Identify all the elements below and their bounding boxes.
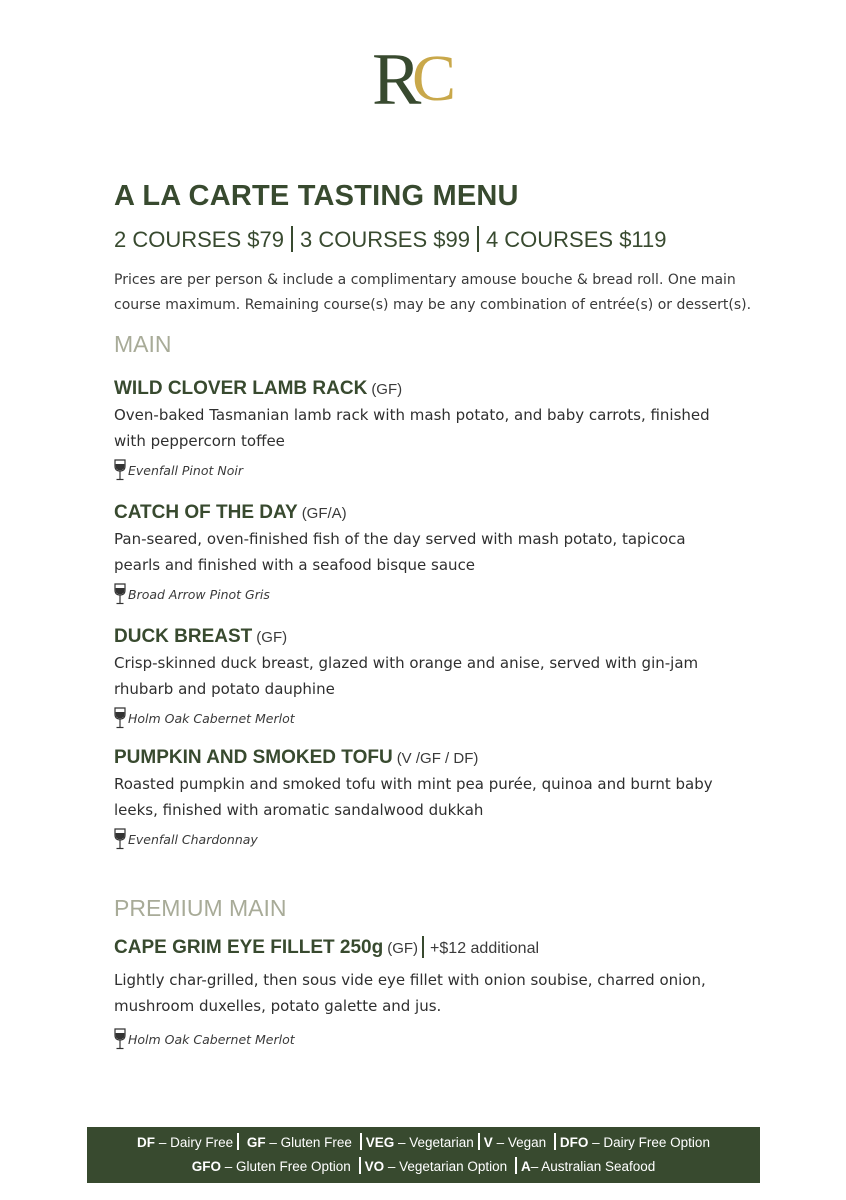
legend-label: – Vegan	[496, 1135, 547, 1150]
divider	[360, 1133, 362, 1150]
divider	[237, 1133, 239, 1150]
dish-item	[114, 747, 734, 851]
dish-diet-tag: (GF)	[387, 940, 419, 957]
price-4-courses: 4 COURSES $119	[485, 227, 667, 252]
legend-code: A	[520, 1159, 531, 1174]
divider	[554, 1133, 556, 1150]
wine-pairing	[114, 582, 734, 606]
wine-pairing	[114, 827, 734, 851]
wine-name: Evenfall Chardonnay	[128, 831, 258, 847]
legend-label: – Vegetarian	[397, 1135, 474, 1150]
rc-logo	[372, 42, 476, 122]
legend-label: – Gluten Free Option	[224, 1159, 351, 1174]
price-3-courses: 3 COURSES $99	[299, 227, 470, 252]
svg-text:R: R	[372, 42, 422, 121]
divider	[359, 1157, 361, 1174]
section-heading-main: MAIN	[114, 331, 172, 357]
dish-title	[114, 747, 734, 769]
dish-name: CATCH OF THE DAY	[114, 502, 298, 523]
dish-item	[114, 378, 734, 482]
dish-description: Oven-baked Tasmanian lamb rack with mash potato, and baby carrots, finished with peppercorn toffee	[114, 406, 710, 450]
dish-diet-tag: (GF)	[256, 629, 288, 646]
wine-pairing	[114, 706, 734, 730]
wine-name: Evenfall Pinot Noir	[128, 462, 243, 478]
legend-row	[87, 1131, 760, 1155]
legend-label: – Australian Seafood	[530, 1159, 656, 1174]
wine-glass-icon	[114, 459, 126, 481]
legend-label: – Vegetarian Option	[387, 1159, 508, 1174]
dish-item	[114, 626, 734, 730]
dish-description: Lightly char-grilled, then sous vide eye fillet with onion soubise, charred onion, mushroom duxelles, potato galette and jus.	[114, 971, 706, 1015]
legend-code: VEG	[365, 1135, 395, 1150]
dish-title	[114, 936, 734, 959]
legend-code: VO	[364, 1159, 385, 1174]
dish-description: Pan-seared, oven-finished fish of the day served with mash potato, tapicoca pearls and finished with a seafood bisque sauce	[114, 530, 686, 574]
dish-title	[114, 502, 734, 524]
legend-code: GFO	[191, 1159, 221, 1174]
dish-surcharge: +$12 additional	[430, 940, 540, 957]
dietary-legend	[87, 1127, 760, 1183]
divider	[515, 1157, 517, 1174]
dish-name: CAPE GRIM EYE FILLET 250g	[114, 937, 384, 958]
divider	[291, 226, 293, 252]
dish-diet-tag: (V /GF / DF)	[396, 750, 479, 767]
dish-description: Roasted pumpkin and smoked tofu with mint pea purée, quinoa and burnt baby leeks, finished with aromatic sandalwood dukkah	[114, 775, 713, 819]
section-heading-premium: PREMIUM MAIN	[114, 895, 287, 921]
dish-title	[114, 626, 734, 648]
divider	[477, 226, 479, 252]
dish-item	[114, 502, 734, 606]
legend-label: – Dairy Free Option	[592, 1135, 710, 1150]
legend-code: DF	[137, 1135, 156, 1150]
menu-title: A LA CARTE TASTING MENU	[114, 180, 519, 212]
wine-glass-icon	[114, 583, 126, 605]
wine-pairing	[114, 458, 734, 482]
dish-item	[114, 936, 734, 1051]
wine-name: Broad Arrow Pinot Gris	[128, 586, 270, 602]
svg-text:C: C	[412, 42, 457, 115]
legend-code: DFO	[559, 1135, 589, 1150]
divider	[422, 936, 424, 958]
wine-glass-icon	[114, 1028, 126, 1050]
pricing-line	[114, 226, 667, 253]
dish-name: DUCK BREAST	[114, 626, 253, 647]
dish-diet-tag: (GF/A)	[301, 505, 347, 522]
dish-title	[114, 378, 734, 400]
wine-name: Holm Oak Cabernet Merlot	[128, 710, 295, 726]
legend-code: V	[483, 1135, 493, 1150]
legend-row	[87, 1155, 760, 1179]
wine-name: Holm Oak Cabernet Merlot	[128, 1031, 295, 1047]
dish-description: Crisp-skinned duck breast, glazed with orange and anise, served with gin-jam rhubarb and potato dauphine	[114, 654, 699, 698]
dish-name: PUMPKIN AND SMOKED TOFU	[114, 747, 393, 768]
wine-glass-icon	[114, 828, 126, 850]
dish-diet-tag: (GF)	[371, 381, 403, 398]
wine-glass-icon	[114, 707, 126, 729]
legend-label: – Dairy Free	[158, 1135, 234, 1150]
dish-name: WILD CLOVER LAMB RACK	[114, 378, 368, 399]
divider	[478, 1133, 480, 1150]
legend-label: – Gluten Free	[269, 1135, 352, 1150]
pricing-note: Prices are per person & include a complimentary amouse bouche & bread roll. One main course maximum. Remaining course(s) may be any combination of entrée(s) or dessert(s).	[114, 272, 752, 313]
price-2-courses: 2 COURSES $79	[114, 227, 284, 252]
legend-code: GF	[246, 1135, 266, 1150]
wine-pairing	[114, 1027, 734, 1051]
